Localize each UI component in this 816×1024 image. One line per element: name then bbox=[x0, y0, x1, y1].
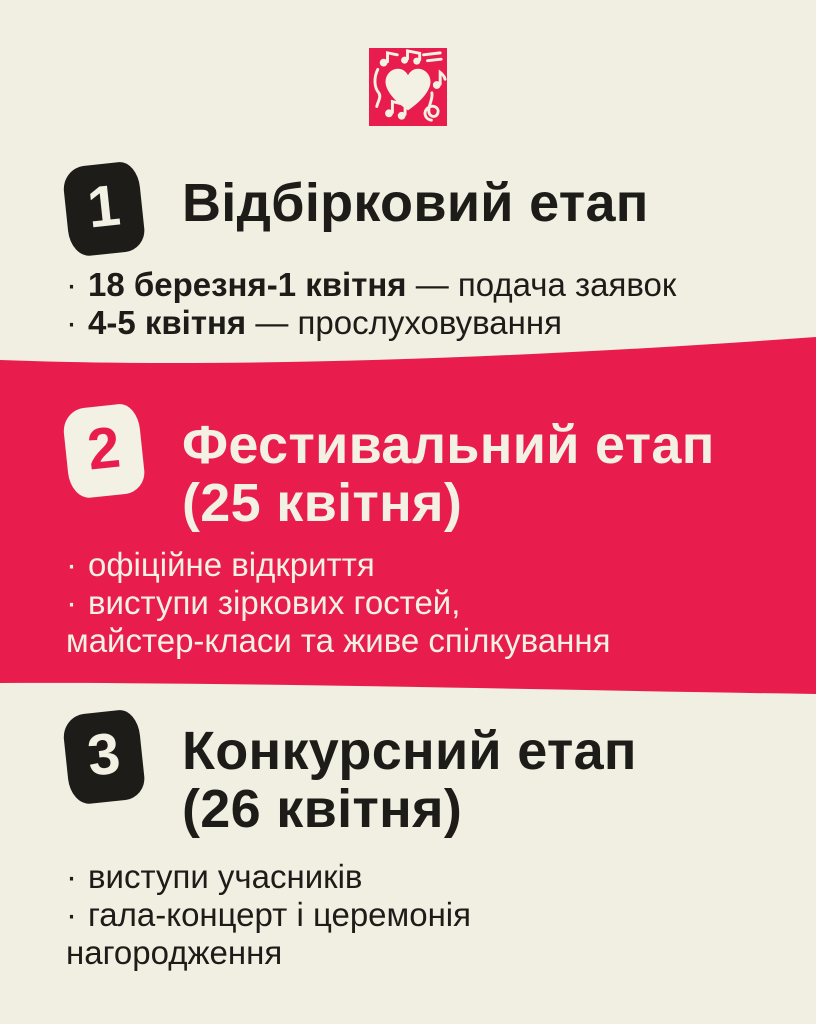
stage-2-number-badge bbox=[62, 402, 147, 499]
stage-1-title-line1: Відбірковий етап bbox=[182, 173, 649, 233]
stage-3-number: 3 bbox=[84, 720, 124, 789]
stage-3-number-badge bbox=[62, 708, 147, 805]
stage-1-number: 1 bbox=[84, 172, 124, 241]
stage-3-title-line2: (26 квітня) bbox=[182, 779, 463, 839]
bullet-marker: · bbox=[66, 896, 77, 933]
bullet-bold-text: 18 березня-1 квітня bbox=[88, 266, 407, 303]
stage-1-bullets bbox=[66, 266, 772, 342]
stage-3-title bbox=[182, 712, 637, 838]
bullet-line bbox=[66, 622, 772, 660]
stage-3-bullets bbox=[66, 858, 772, 972]
music-heart-logo-icon bbox=[369, 48, 447, 126]
bullet-marker: · bbox=[66, 546, 77, 583]
stage-2-title-line2: (25 квітня) bbox=[182, 473, 463, 533]
stage-2-bullets bbox=[66, 546, 772, 660]
bullet-line bbox=[66, 546, 772, 584]
bullet-line bbox=[66, 304, 772, 342]
bullet-text: виступи учасників bbox=[88, 858, 363, 895]
stage-section-1 bbox=[66, 164, 649, 254]
stage-2-title bbox=[182, 406, 715, 532]
bullet-line bbox=[66, 934, 772, 972]
bullet-marker: · bbox=[66, 304, 77, 341]
bullet-bold-text: 4-5 квітня bbox=[88, 304, 247, 341]
stage-2-number: 2 bbox=[84, 414, 124, 483]
bullet-marker: · bbox=[66, 858, 77, 895]
bullet-line bbox=[66, 584, 772, 622]
stage-3-title-line1: Конкурсний етап bbox=[182, 721, 637, 781]
bullet-line bbox=[66, 858, 772, 896]
bullet-text: — прослуховування bbox=[246, 304, 562, 341]
bullet-text: офіційне відкриття bbox=[88, 546, 375, 583]
stage-1-title bbox=[182, 164, 649, 232]
bullet-text: нагородження bbox=[66, 934, 283, 971]
bullet-line bbox=[66, 266, 772, 304]
bullet-text: — подача заявок bbox=[406, 266, 677, 303]
stage-2-title-line1: Фестивальний етап bbox=[182, 415, 715, 475]
bullet-text: виступи зіркових гостей, bbox=[88, 584, 461, 621]
bullet-text: майстер-класи та живе спілкування bbox=[66, 622, 611, 659]
stage-section-2 bbox=[66, 406, 715, 532]
bullet-marker: · bbox=[66, 584, 77, 621]
bullet-line bbox=[66, 896, 772, 934]
bullet-marker: · bbox=[66, 266, 77, 303]
stage-1-number-badge bbox=[62, 160, 147, 257]
stage-section-3 bbox=[66, 712, 637, 838]
bullet-text: гала-концерт і церемонія bbox=[88, 896, 471, 933]
